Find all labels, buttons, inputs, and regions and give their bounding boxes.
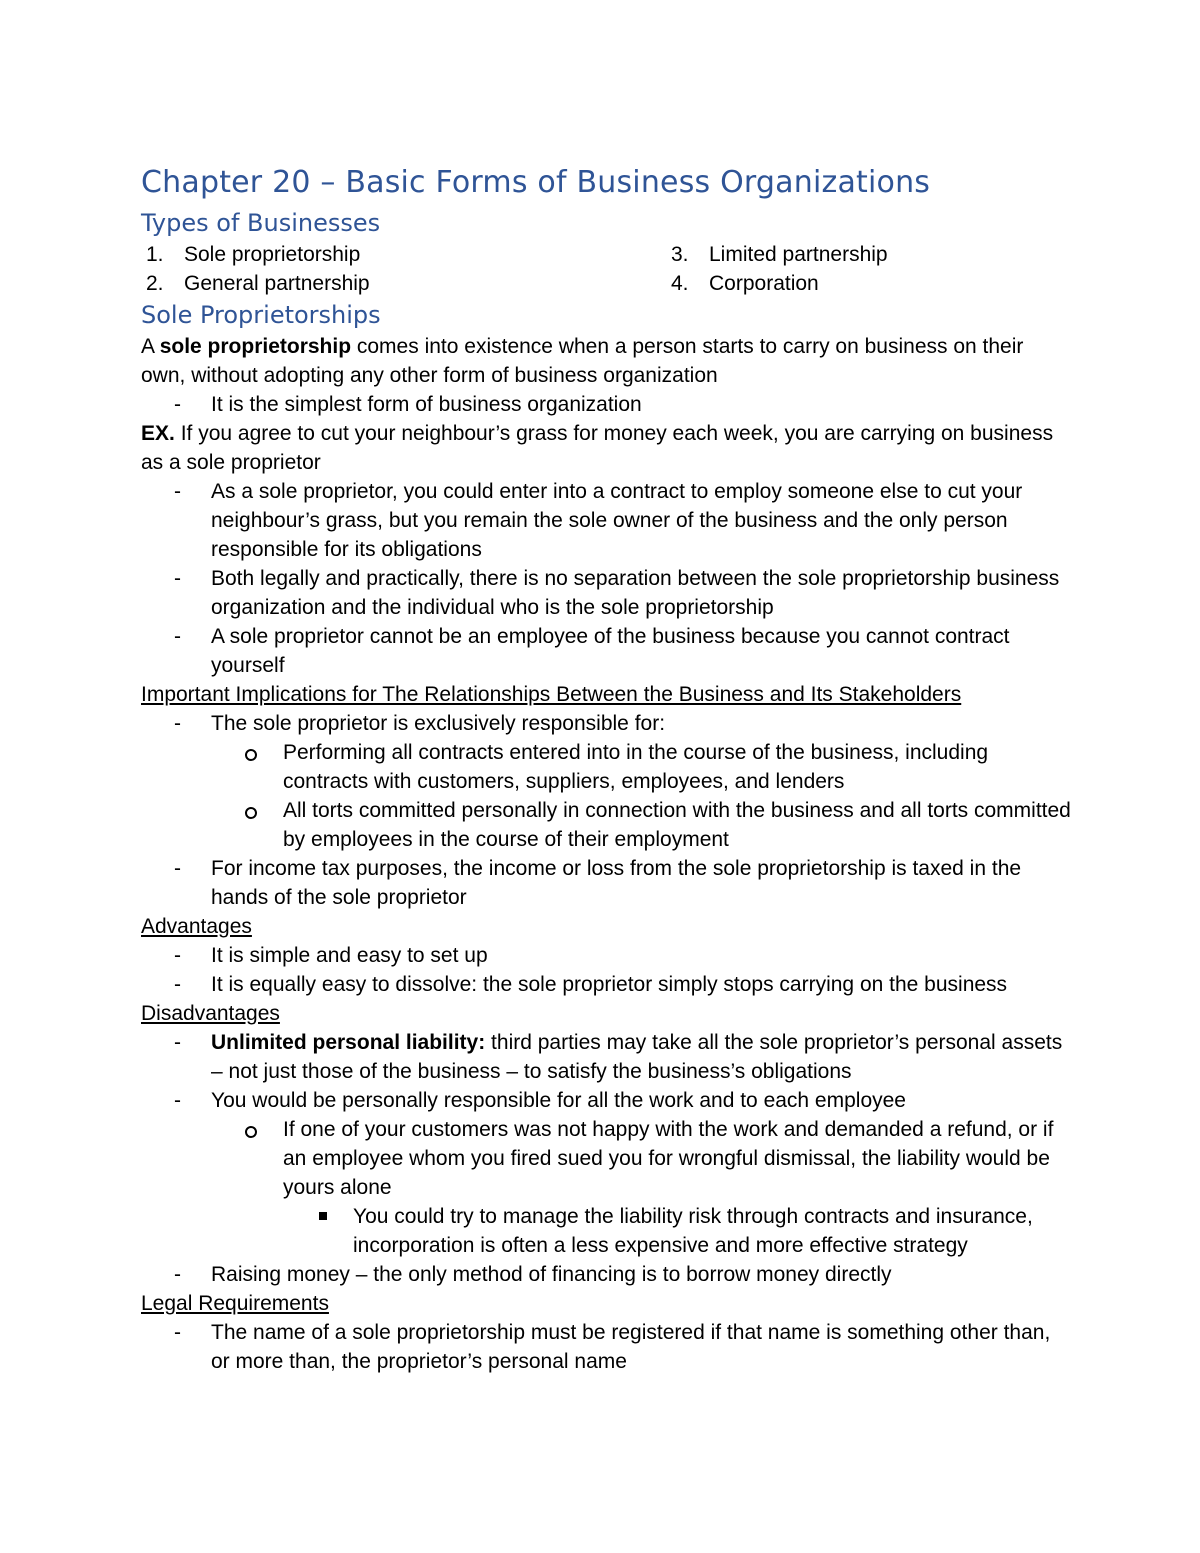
sub-sub-list-item (141, 1202, 1071, 1260)
circle-bullet-icon (245, 1126, 257, 1138)
list-item-text: For income tax purposes, the income or loss from the sole proprietorship is taxed in the hands of the sole proprietor (211, 857, 1022, 909)
square-bullet-icon (319, 1212, 327, 1220)
list-item-text: As a sole proprietor, you could enter into a contract to employ someone else to cut your neighbour’s grass, but you remain the sole owner of the business and the only person responsible for its obligations (211, 480, 1023, 561)
list-item-text: The sole proprietor is exclusively responsible for: (211, 712, 666, 735)
list-item (141, 622, 1071, 680)
legal-list (141, 1318, 1071, 1376)
dash-bullet: - (174, 973, 181, 996)
disadvantages-subsublist (283, 1202, 1071, 1260)
implications-sublist (211, 738, 1071, 854)
dash-bullet: - (174, 393, 181, 416)
list-item-text: A sole proprietor cannot be an employee of the business because you cannot contract yourself (211, 625, 1010, 677)
example-label: EX. (141, 422, 175, 445)
list-item-text: It is the simplest form of business organization (211, 393, 642, 416)
dash-bullet: - (174, 1263, 181, 1286)
circle-bullet-icon (245, 807, 257, 819)
advantages-list (141, 941, 1071, 999)
list-item-text: It is simple and easy to set up (211, 944, 488, 967)
example-paragraph (141, 419, 1071, 477)
list-item (141, 390, 1071, 419)
dash-bullet: - (174, 712, 181, 735)
disadvantages-heading: Disadvantages (141, 1002, 280, 1025)
dash-bullet: - (174, 567, 181, 590)
list-item-text: The name of a sole proprietorship must be registered if that name is something other than, or more than, the proprietor’s personal name (211, 1321, 1051, 1373)
sub-list-item-text: All torts committed personally in connection with the business and all torts committed by employees in the course of their employment (283, 799, 1071, 851)
list-item (141, 941, 1071, 970)
advantages-heading: Advantages (141, 915, 252, 938)
types-item-label: General partnership (184, 272, 370, 295)
dash-bullet: - (174, 1089, 181, 1112)
list-item-text: It is equally easy to dissolve: the sole proprietor simply stops carrying on the business (211, 973, 1008, 996)
sub-list-item (141, 738, 1071, 796)
list-item-text: third parties may take all the sole proprietor’s personal assets – not just those of the business – to satisfy the business’s obligations (211, 1031, 1063, 1083)
disadvantages-sublist (211, 1115, 1071, 1260)
list-item (141, 1086, 1071, 1260)
implications-list (141, 709, 1071, 912)
types-item-number: 3. (671, 243, 689, 266)
list-item (141, 1318, 1071, 1376)
sole-bullets (141, 477, 1071, 680)
list-item (141, 970, 1071, 999)
types-item-number: 4. (671, 272, 689, 295)
intro-text: A (141, 335, 160, 358)
simplest-list (141, 390, 1071, 419)
sub-list-item (141, 1115, 1071, 1260)
types-heading: Types of Businesses (141, 209, 381, 237)
dash-bullet: - (174, 857, 181, 880)
types-item-label: Sole proprietorship (184, 243, 361, 266)
types-item-number: 1. (146, 243, 164, 266)
bold-term: Unlimited personal liability: (211, 1031, 486, 1054)
sub-list-item-text: Performing all contracts entered into in the course of the business, including contracts with customers, suppliers, employees, and lenders (283, 741, 989, 793)
list-item (141, 477, 1071, 564)
circle-bullet-icon (245, 749, 257, 761)
sub-list-item-text: If one of your customers was not happy with the work and demanded a refund, or if an employee whom you fired sued you for wrongful dismissal, the liability would be yours alone (283, 1118, 1054, 1199)
types-item-number: 2. (146, 272, 164, 295)
dash-bullet: - (174, 1321, 181, 1344)
dash-bullet: - (174, 480, 181, 503)
list-item (141, 709, 1071, 854)
list-item (141, 1028, 1071, 1086)
intro-text: comes into existence when a person starts to carry on business on their own, without adopting any other form of business organization (141, 335, 1024, 387)
sole-proprietorships-heading: Sole Proprietorships (141, 301, 381, 329)
dash-bullet: - (174, 1031, 181, 1054)
sole-intro-paragraph (141, 332, 1071, 390)
example-text: If you agree to cut your neighbour’s grass for money each week, you are carrying on business as a sole proprietor (141, 422, 1054, 474)
list-item-text: Raising money – the only method of financing is to borrow money directly (211, 1263, 892, 1286)
list-item-text: You would be personally responsible for all the work and to each employee (211, 1089, 906, 1112)
list-item-text: Both legally and practically, there is no separation between the sole proprietorship business organization and the individual who is the sole proprietorship (211, 567, 1060, 619)
sub-list-item (141, 796, 1071, 854)
intro-bold-term: sole proprietorship (159, 335, 352, 358)
dash-bullet: - (174, 625, 181, 648)
list-item (141, 854, 1071, 912)
legal-requirements-heading: Legal Requirements (141, 1292, 329, 1315)
list-item (141, 1260, 1071, 1289)
sub-sub-list-item-text: You could try to manage the liability risk through contracts and insurance, incorporation is often a less expensive and more effective strategy (353, 1205, 1033, 1257)
chapter-title: Chapter 20 – Basic Forms of Business Organizations (141, 165, 931, 200)
types-item-label: Limited partnership (709, 243, 888, 266)
types-item-label: Corporation (709, 272, 819, 295)
types-list (141, 240, 1071, 298)
disadvantages-list (141, 1028, 1071, 1289)
list-item (141, 564, 1071, 622)
dash-bullet: - (174, 944, 181, 967)
document-content (141, 160, 1071, 1376)
implications-heading: Important Implications for The Relationships Between the Business and Its Stakeholders (141, 683, 962, 706)
